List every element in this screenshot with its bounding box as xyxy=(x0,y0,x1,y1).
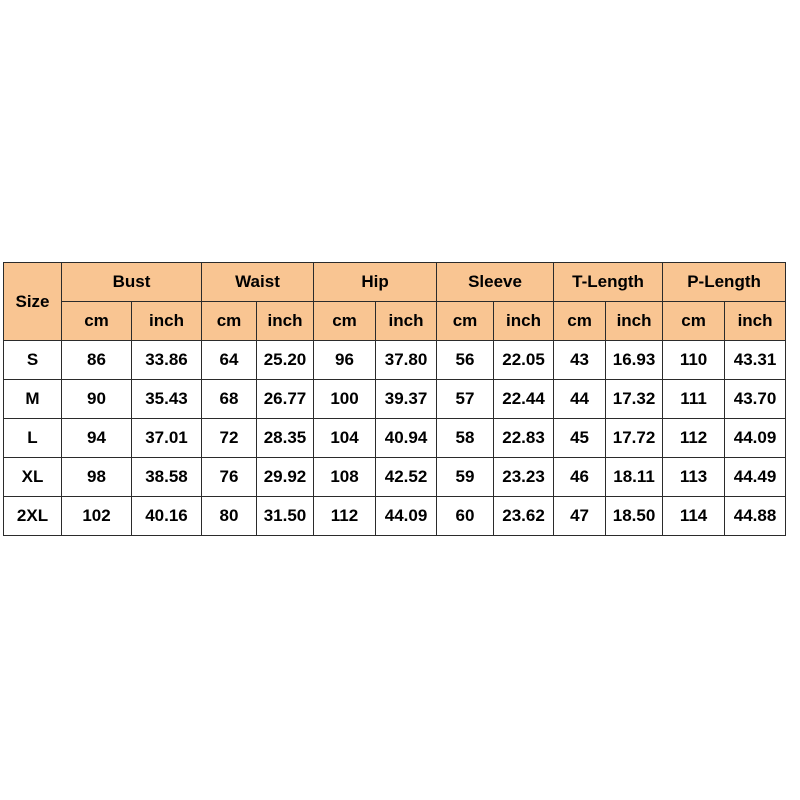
unit-header-inch: inch xyxy=(606,302,663,341)
unit-header-cm: cm xyxy=(554,302,606,341)
value-cell: 59 xyxy=(437,458,494,497)
value-cell: 29.92 xyxy=(257,458,314,497)
value-cell: 23.23 xyxy=(494,458,554,497)
unit-header-inch: inch xyxy=(132,302,202,341)
value-cell: 72 xyxy=(202,419,257,458)
value-cell: 44.09 xyxy=(725,419,786,458)
value-cell: 17.32 xyxy=(606,380,663,419)
t-length-header: T-Length xyxy=(554,263,663,302)
unit-header-cm: cm xyxy=(314,302,376,341)
value-cell: 113 xyxy=(663,458,725,497)
value-cell: 39.37 xyxy=(376,380,437,419)
table-row xyxy=(4,458,786,497)
value-cell: 43 xyxy=(554,341,606,380)
value-cell: 26.77 xyxy=(257,380,314,419)
value-cell: 43.31 xyxy=(725,341,786,380)
value-cell: 100 xyxy=(314,380,376,419)
value-cell: 68 xyxy=(202,380,257,419)
value-cell: 25.20 xyxy=(257,341,314,380)
bust-header: Bust xyxy=(62,263,202,302)
value-cell: 35.43 xyxy=(132,380,202,419)
value-cell: 28.35 xyxy=(257,419,314,458)
table-row xyxy=(4,419,786,458)
value-cell: 33.86 xyxy=(132,341,202,380)
value-cell: 102 xyxy=(62,497,132,536)
value-cell: 47 xyxy=(554,497,606,536)
size-header: Size xyxy=(4,263,62,341)
value-cell: 112 xyxy=(314,497,376,536)
table-body xyxy=(4,341,786,536)
waist-header: Waist xyxy=(202,263,314,302)
value-cell: 18.11 xyxy=(606,458,663,497)
unit-header-inch: inch xyxy=(376,302,437,341)
value-cell: 104 xyxy=(314,419,376,458)
value-cell: 94 xyxy=(62,419,132,458)
size-chart-table xyxy=(3,262,786,536)
table-row xyxy=(4,380,786,419)
value-cell: 17.72 xyxy=(606,419,663,458)
value-cell: 58 xyxy=(437,419,494,458)
value-cell: 80 xyxy=(202,497,257,536)
unit-header-cm: cm xyxy=(62,302,132,341)
size-cell: XL xyxy=(4,458,62,497)
value-cell: 108 xyxy=(314,458,376,497)
value-cell: 40.16 xyxy=(132,497,202,536)
value-cell: 98 xyxy=(62,458,132,497)
value-cell: 60 xyxy=(437,497,494,536)
value-cell: 44 xyxy=(554,380,606,419)
value-cell: 38.58 xyxy=(132,458,202,497)
value-cell: 86 xyxy=(62,341,132,380)
value-cell: 90 xyxy=(62,380,132,419)
sleeve-header: Sleeve xyxy=(437,263,554,302)
unit-header-inch: inch xyxy=(257,302,314,341)
value-cell: 111 xyxy=(663,380,725,419)
value-cell: 40.94 xyxy=(376,419,437,458)
size-cell: M xyxy=(4,380,62,419)
table-row xyxy=(4,497,786,536)
value-cell: 112 xyxy=(663,419,725,458)
value-cell: 44.88 xyxy=(725,497,786,536)
size-cell: L xyxy=(4,419,62,458)
unit-header-inch: inch xyxy=(725,302,786,341)
value-cell: 44.49 xyxy=(725,458,786,497)
value-cell: 23.62 xyxy=(494,497,554,536)
value-cell: 22.83 xyxy=(494,419,554,458)
value-cell: 22.44 xyxy=(494,380,554,419)
unit-header-cm: cm xyxy=(663,302,725,341)
value-cell: 110 xyxy=(663,341,725,380)
table-row xyxy=(4,341,786,380)
size-cell: S xyxy=(4,341,62,380)
value-cell: 45 xyxy=(554,419,606,458)
unit-header-inch: inch xyxy=(494,302,554,341)
hip-header: Hip xyxy=(314,263,437,302)
value-cell: 16.93 xyxy=(606,341,663,380)
value-cell: 76 xyxy=(202,458,257,497)
header-group-row xyxy=(4,263,786,302)
value-cell: 43.70 xyxy=(725,380,786,419)
p-length-header: P-Length xyxy=(663,263,786,302)
unit-header-cm: cm xyxy=(202,302,257,341)
value-cell: 64 xyxy=(202,341,257,380)
value-cell: 42.52 xyxy=(376,458,437,497)
header-unit-row xyxy=(4,302,786,341)
value-cell: 96 xyxy=(314,341,376,380)
table-header xyxy=(4,263,786,341)
unit-header-cm: cm xyxy=(437,302,494,341)
value-cell: 37.01 xyxy=(132,419,202,458)
value-cell: 18.50 xyxy=(606,497,663,536)
value-cell: 57 xyxy=(437,380,494,419)
size-cell: 2XL xyxy=(4,497,62,536)
value-cell: 37.80 xyxy=(376,341,437,380)
value-cell: 31.50 xyxy=(257,497,314,536)
value-cell: 46 xyxy=(554,458,606,497)
value-cell: 114 xyxy=(663,497,725,536)
value-cell: 22.05 xyxy=(494,341,554,380)
value-cell: 44.09 xyxy=(376,497,437,536)
value-cell: 56 xyxy=(437,341,494,380)
